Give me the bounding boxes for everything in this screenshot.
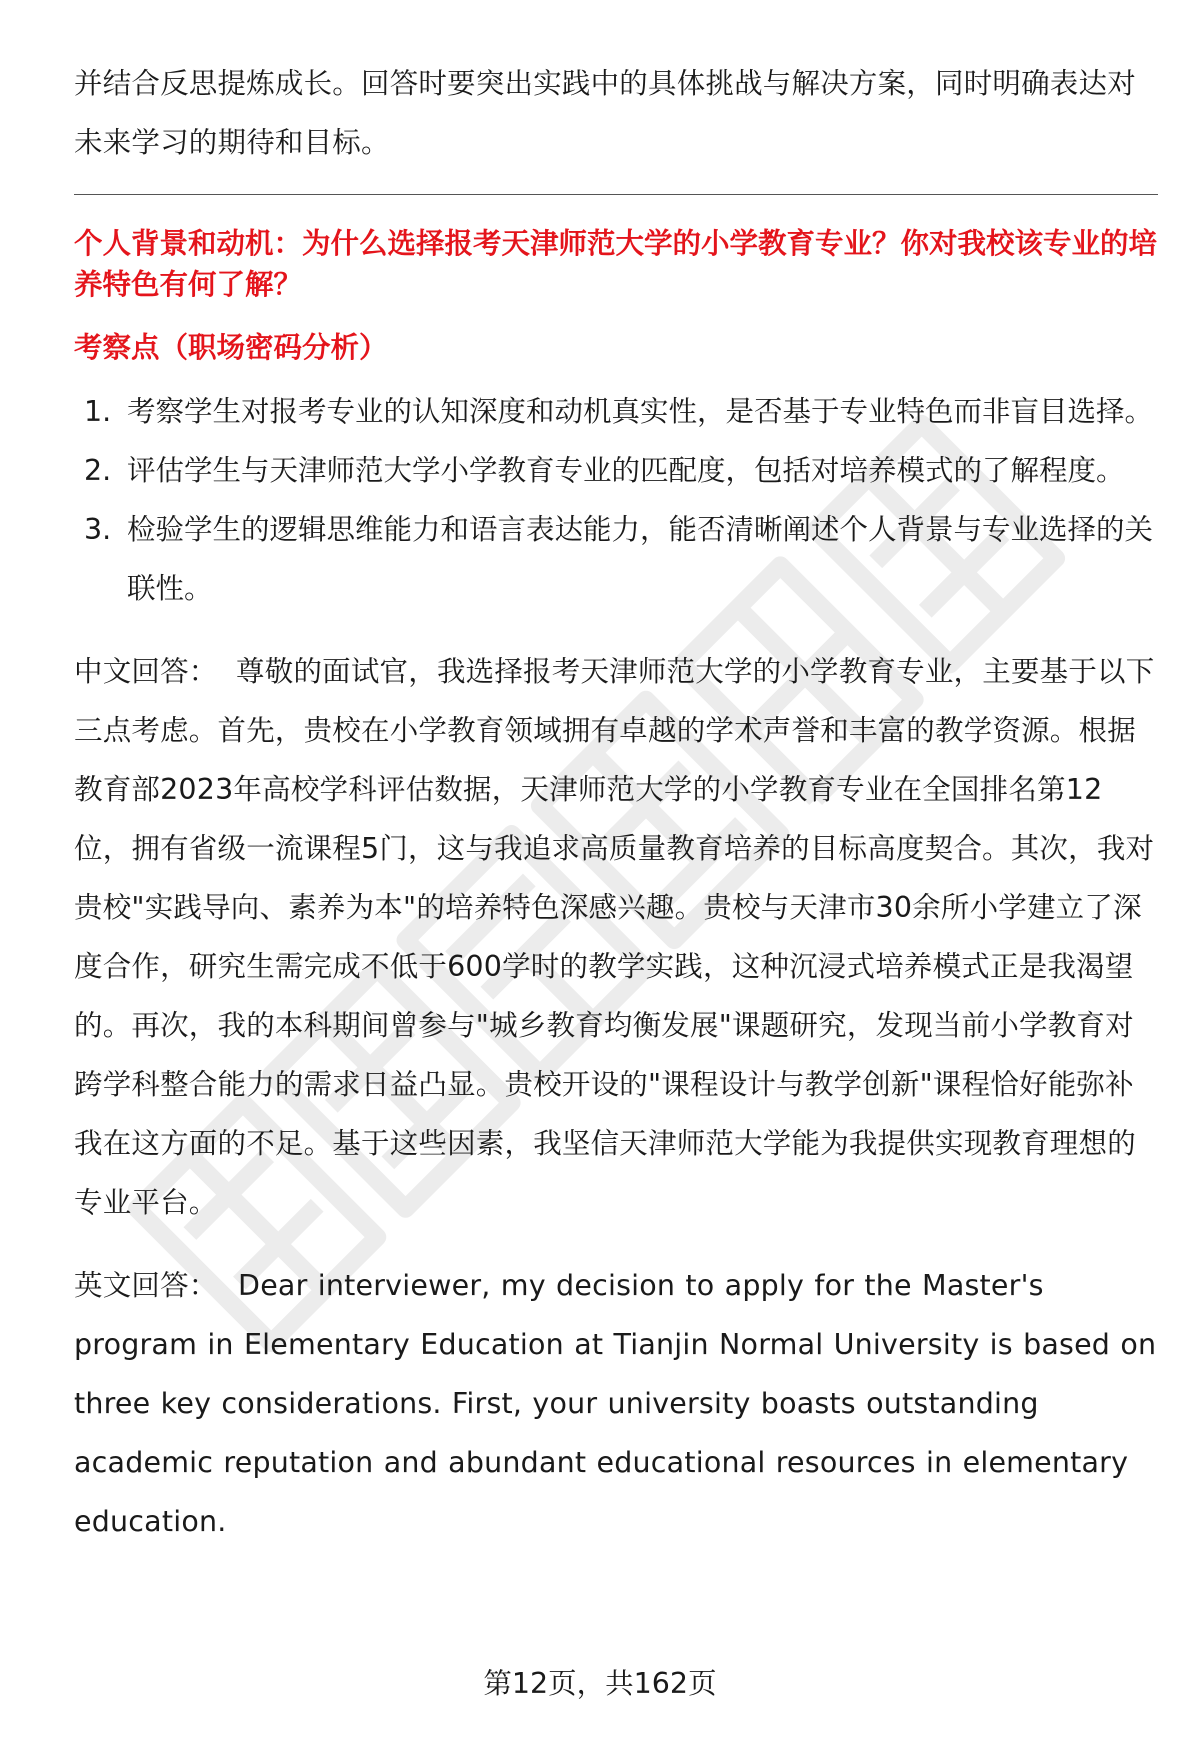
- list-item: [74, 500, 1158, 618]
- list-item-text: 评估学生与天津师范大学小学教育专业的匹配度，包括对培养模式的了解程度。: [127, 454, 1125, 487]
- english-answer: [74, 1256, 1158, 1551]
- chinese-answer-text: 尊敬的面试官，我选择报考天津师范大学的小学教育专业，主要基于以下三点考虑。首先，贵校在小学教育领域拥有卓越的学术声誉和丰富的教学资源。根据教育部2023年高校学科评估数据，天津师范大学的小学教育专业在全国排名第12位，拥有省级一流课程5门，这与我追求高质量教育培养的目标高度契合。其次，我对贵校"实践导向、素养为本"的培养特色深感兴趣。贵校与天津市30余所小学建立了深度合作，研究生需完成不低于600学时的教学实践，这种沉浸式培养模式正是我渴望的。再次，我的本科期间曾参与"城乡教育均衡发展"课题研究，发现当前小学教育对跨学科整合能力的需求日益凸显。贵校开设的"课程设计与教学创新"课程恰好能弥补我在这方面的不足。基于这些因素，我坚信天津师范大学能为我提供实现教育理想的专业平台。: [74, 655, 1155, 1219]
- points-list: [74, 382, 1158, 618]
- list-item-text: 检验学生的逻辑思维能力和语言表达能力，能否清晰阐述个人背景与专业选择的关联性。: [127, 513, 1154, 605]
- list-item: [74, 382, 1158, 441]
- english-answer-text: Dear interviewer, my decision to apply for the Master's program in Elementary Education at Tianjin Normal University is based on three key considerations. First, your university boasts outstanding academic reputation and abundant educational resources in elementary education.: [74, 1269, 1157, 1538]
- english-answer-label: 英文回答：: [74, 1269, 218, 1302]
- list-item-number: 3.: [84, 513, 112, 546]
- chinese-answer-label: 中文回答：: [74, 655, 218, 688]
- list-item-number: 2.: [84, 454, 112, 487]
- section-divider: [74, 194, 1158, 195]
- list-item: [74, 441, 1158, 500]
- question-heading: 个人背景和动机：为什么选择报考天津师范大学的小学教育专业？你对我校该专业的培养特色有何了解？: [74, 227, 1158, 301]
- list-item-number: 1.: [84, 395, 112, 428]
- chinese-answer: [74, 642, 1158, 1232]
- page-number-footer: 第12页，共162页: [483, 1667, 717, 1700]
- list-item-text: 考察学生对报考专业的认知深度和动机真实性，是否基于专业特色而非盲目选择。: [127, 395, 1154, 428]
- points-title: 考察点（职场密码分析）: [74, 331, 388, 364]
- document-page: [74, 54, 1158, 1551]
- intro-paragraph: 并结合反思提炼成长。回答时要突出实践中的具体挑战与解决方案，同时明确表达对未来学习的期待和目标。: [74, 67, 1136, 159]
